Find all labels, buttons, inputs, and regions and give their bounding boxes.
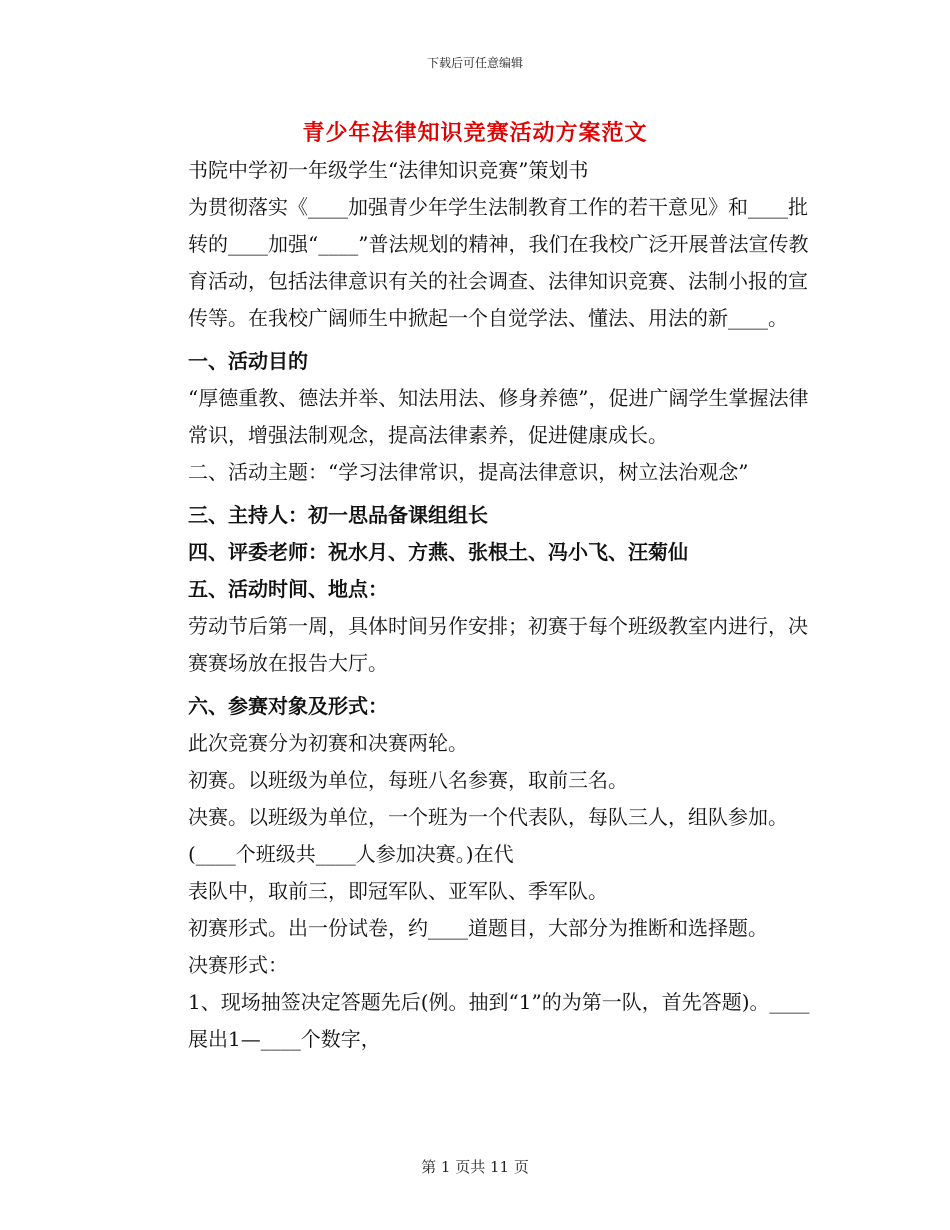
paragraph-preliminary-format: 初赛形式。出一份试卷，约____道题目，大部分为推断和选择题。: [188, 916, 768, 940]
heading-host: 三、主持人：初一思品备课组组长: [188, 503, 488, 527]
heading-judges: 四、评委老师：祝水月、方燕、张根土、冯小飞、汪菊仙: [188, 540, 688, 564]
paragraph-preliminary: 初赛。以班级为单位，每班八名参赛，取前三名。: [188, 768, 628, 792]
page-footer: 第 1 页共 11 页: [421, 1158, 529, 1176]
paragraph-final-ranking: 表队中，取前三，即冠军队、亚军队、季军队。: [188, 879, 608, 903]
document-title: 青少年法律知识竞赛活动方案范文: [302, 120, 648, 146]
paragraph-time-place: 劳动节后第一周，具体时间另作安排；初赛于每个班级教室内进行，决赛赛场放在报告大厅。: [188, 614, 808, 675]
paragraph-subtitle: 书院中学初一年级学生“法律知识竞赛”策划书: [188, 158, 589, 182]
paragraph-intro: 为贯彻落实《____加强青少年学生法制教育工作的若干意见》和____批转的____加强“____”普法规划的精神，我们在我校广泛开展普法宣传教育活动，包括法律意识有关的社会调查、法律知识竞赛、法制小报的宣传等。在我校广阔师生中掀起一个自觉学法、懂法、用法的新____。: [188, 195, 809, 330]
paragraph-theme: 二、活动主题：“学习法律常识，提高法律意识，树立法治观念”: [188, 460, 749, 484]
heading-participants: 六、参赛对象及形式：: [188, 694, 388, 718]
paragraph-purpose: “厚德重教、德法并举、知法用法、修身养德”，促进广阔学生掌握法律常识，增强法制观念，提高法律素养，促进健康成长。: [188, 386, 809, 447]
heading-purpose: 一、活动目的: [188, 349, 308, 373]
heading-time-place: 五、活动时间、地点：: [188, 577, 388, 601]
paragraph-final-format: 决赛形式：: [188, 953, 288, 977]
paragraph-step-1: 1、现场抽签决定答题先后(例。抽到“1”的为第一队，首先答题)。____展出1—____个数字，: [188, 990, 810, 1051]
document-body: [142, 152, 814, 1058]
page-header: 下载后可任意编辑: [426, 56, 523, 70]
paragraph-rounds: 此次竞赛分为初赛和决赛两轮。: [188, 731, 468, 755]
paragraph-final: 决赛。以班级为单位，一个班为一个代表队，每队三人，组队参加。(____个班级共____人参加决赛。)在代: [188, 805, 788, 866]
